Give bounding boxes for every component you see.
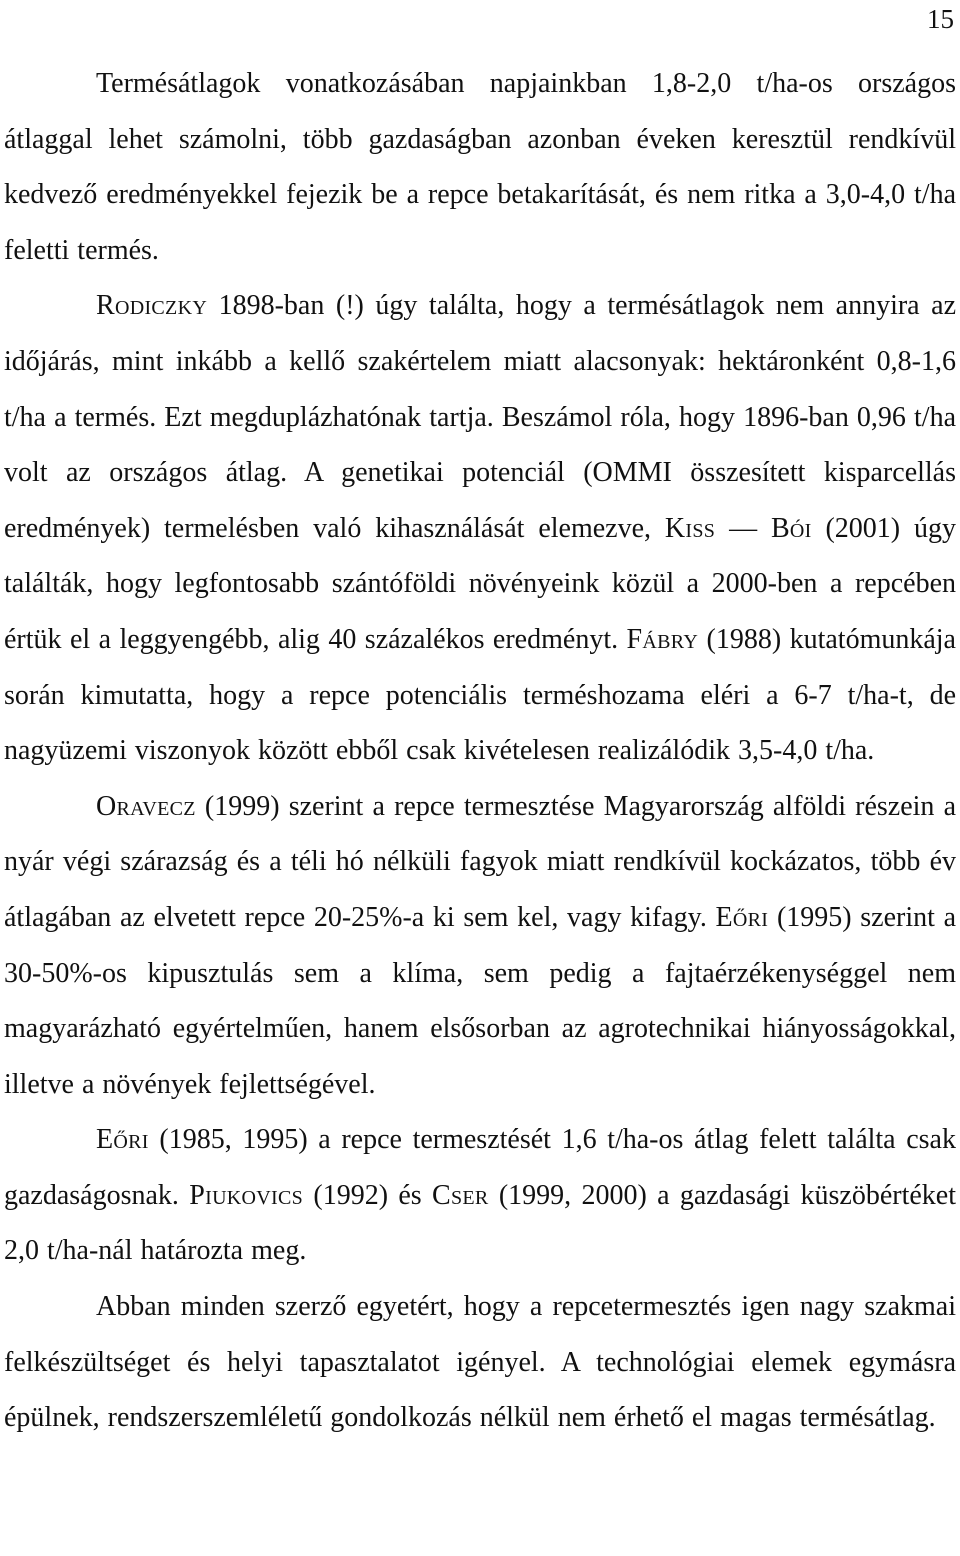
paragraph-2	[4, 278, 956, 778]
document-body	[4, 56, 956, 1446]
page-number: 15	[927, 4, 954, 34]
author-name: Kiss	[664, 512, 716, 544]
text-run: (1999, 2000) a gazdasági küszöbértéket 2,0 t/ha-nál határozta meg.	[4, 1179, 956, 1267]
author-name: Piukovics	[189, 1179, 304, 1211]
text-run: (2001) úgy találták, hogy legfontosabb szántóföldi növényeink közül a 2000-ben a repcében értük el a leggyengébb, alig 40 százalékos eredményt.	[4, 512, 956, 655]
author-name: Cser	[431, 1179, 489, 1211]
text-run: (1985, 1995) a repce termesztését 1,6 t/ha-os átlag felett találta csak gazdaságosnak.	[4, 1124, 956, 1211]
paragraph-3	[4, 779, 956, 1113]
author-name: Eőri	[715, 901, 769, 933]
text-run: (1995) szerint a 30-50%-os kipusztulás sem a klíma, sem pedig a fajtaérzékenységgel nem magyarázható egyértelműen, hanem elsősorban az agrotechnikai hiányosságokkal, illetve a növények fejlettségével.	[4, 901, 956, 1100]
text-run: (1992) és	[303, 1179, 432, 1211]
text-run: 1898-ban (!) úgy találta, hogy a termésátlagok nem annyira az időjárás, mint inkább a kellő szakértelem miatt alacsonyak: hektáronként 0,8-1,6 t/ha a termés. Ezt megduplázhatónak tartja. Beszámol róla, hogy 1896-ban 0,96 t/ha volt az országos átlag. A genetikai potenciál (OMMI összesített kisparcellás eredmények) termelésben való kihasználását elemezve,	[4, 290, 956, 544]
author-name: Oravecz	[96, 790, 196, 822]
text-run: (1999) szerint a repce termesztése Magyarország alföldi részein a nyár végi szárazság és a téli hó nélküli fagyok miatt rendkívül kockázatos, több év átlagában az elvetett repce 20-25%-a ki sem kel, vagy kifagy.	[4, 790, 956, 933]
text-run: —	[715, 512, 771, 544]
author-name: Bói	[770, 512, 812, 544]
text-run: Abban minden szerző egyetért, hogy a repcetermesztés igen nagy szakmai felkészültséget és helyi tapasztalatot igényel. A technológiai elemek egymásra épülnek, rendszerszemléletű gondolkozás nélkül nem érhető el magas termésátlag.	[4, 1291, 956, 1434]
paragraph-5	[4, 1279, 956, 1446]
author-name: Eőri	[96, 1124, 149, 1156]
text-run: Termésátlagok vonatkozásában napjainkban 1,8-2,0 t/ha-os országos átlaggal lehet számolni, több gazdaságban azonban éveken keresztül rendkívül kedvező eredményekkel fejezik be a repce betakarítását, és nem ritka a 3,0-4,0 t/ha feletti termés.	[4, 68, 956, 266]
paragraph-1	[4, 56, 956, 278]
paragraph-4	[4, 1112, 956, 1279]
author-name: Rodiczky	[96, 290, 208, 322]
text-run: (1988) kutatómunkája során kimutatta, hogy a repce potenciális terméshozama eléri a 6-7 t/ha-t, de nagyüzemi viszonyok között ebből csak kivételesen realizálódik 3,5-4,0 t/ha.	[4, 623, 956, 767]
author-name: Fábry	[626, 623, 699, 655]
